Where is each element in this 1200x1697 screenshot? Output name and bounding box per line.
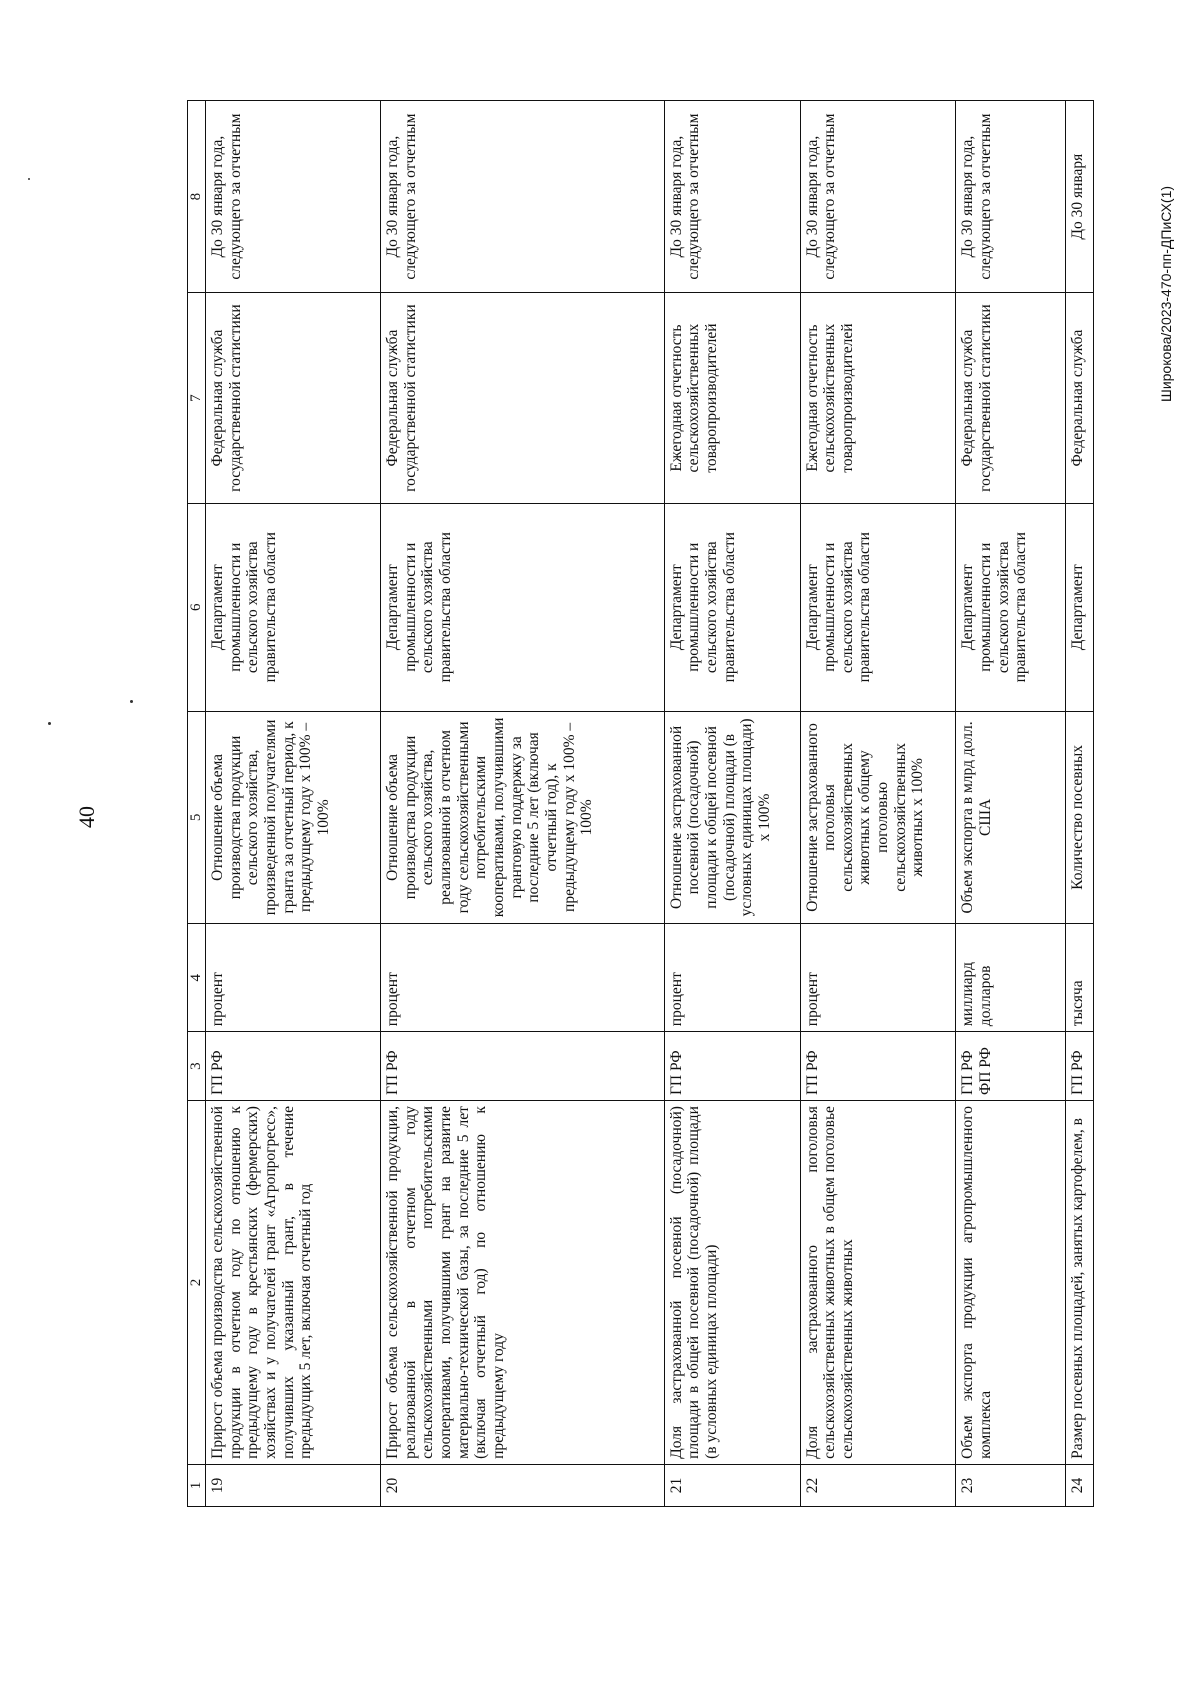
header-col-4: 4 <box>188 924 206 1032</box>
header-col-5: 5 <box>188 711 206 924</box>
row-number: 19 <box>206 1464 381 1506</box>
data-source: Ежегодная отчетность сельскохозяйственных товаропроизводителей <box>664 293 800 504</box>
row-number: 24 <box>1066 1464 1094 1506</box>
indicator-name: Прирост объема производства сельскохозяйственной продукции в отчетном году по отношению к предыдущему году в крестьянских (фермерских) хозяйствах и у получателей грант «Агропрогресс», получивших указанный грант, в течение предыдущих 5 лет, включая отчетный год <box>206 1101 381 1465</box>
header-col-8: 8 <box>188 101 206 293</box>
document-footer-code: Широкова/2023-470-пп-ДПиСХ(1) <box>1158 185 1174 402</box>
indicator-formula: Отношение объема производства продукции сельского хозяйства, произведенной получателями гранта за отчетный период, к предыдущему году х 100% – 100% <box>206 711 381 924</box>
indicator-source: ГП РФ ФП РФ <box>956 1032 1066 1101</box>
indicator-source: ГП РФ <box>206 1032 381 1101</box>
row-number: 21 <box>664 1464 800 1506</box>
indicator-source: ГП РФ <box>1066 1032 1094 1101</box>
indicator-source: ГП РФ <box>664 1032 800 1101</box>
data-source: Федеральная служба государственной статистики <box>956 293 1066 504</box>
responsible-body: Департамент промышленности и сельского хозяйства правительства области <box>956 503 1066 711</box>
responsible-body: Департамент промышленности и сельского хозяйства правительства области <box>800 503 956 711</box>
indicator-name: Доля застрахованной посевной (посадочной) площади в общей посевной (посадочной) площади (в условных единицах площади) <box>664 1101 800 1465</box>
header-col-7: 7 <box>188 293 206 504</box>
table-row <box>1066 101 1094 1507</box>
indicator-formula: Объем экспорта в млрд долл. США <box>956 711 1066 924</box>
indicator-source: ГП РФ <box>800 1032 956 1101</box>
indicator-unit: процент <box>800 924 956 1032</box>
indicators-table <box>187 100 1094 1507</box>
indicators-table-container <box>187 100 1094 1507</box>
table-row <box>664 101 800 1507</box>
data-source: Федеральная служба государственной статистики <box>381 293 665 504</box>
table-row <box>956 101 1066 1507</box>
indicator-formula: Отношение объема производства продукции сельского хозяйства, реализованной в отчетном году сельскохозяйственными потребительскими кооперативами, получившими грантовую поддержку за последние 5 лет (включая отчетный год), к предыдущему году х 100% – 100% <box>381 711 665 924</box>
indicator-unit: миллиард долларов <box>956 924 1066 1032</box>
reporting-deadline: До 30 января года, следующего за отчетным <box>956 101 1066 293</box>
table-row <box>381 101 665 1507</box>
data-source: Федеральная служба государственной статистики <box>206 293 381 504</box>
page-number: 40 <box>74 806 99 828</box>
responsible-body: Департамент <box>1066 503 1094 711</box>
indicator-name: Размер посевных площадей, занятых картофелем, в <box>1066 1101 1094 1465</box>
responsible-body: Департамент промышленности и сельского хозяйства правительства области <box>381 503 665 711</box>
header-col-1: 1 <box>188 1464 206 1506</box>
indicator-unit: тысяча <box>1066 924 1094 1032</box>
reporting-deadline: До 30 января года, следующего за отчетным <box>206 101 381 293</box>
indicator-formula: Отношение застрахованного поголовья сельскохозяйственных животных к общему поголовью сельскохозяйственных животных х 100% <box>800 711 956 924</box>
header-col-6: 6 <box>188 503 206 711</box>
data-source: Ежегодная отчетность сельскохозяйственных товаропроизводителей <box>800 293 956 504</box>
row-number: 22 <box>800 1464 956 1506</box>
indicator-unit: процент <box>664 924 800 1032</box>
indicator-formula: Отношение застрахованной посевной (посадочной) площади к общей посевной (посадочной) площади (в условных единицах площади) х 100% <box>664 711 800 924</box>
indicator-unit: процент <box>206 924 381 1032</box>
reporting-deadline: До 30 января года, следующего за отчетным <box>381 101 665 293</box>
table-row <box>206 101 381 1507</box>
header-col-3: 3 <box>188 1032 206 1101</box>
scan-speck <box>48 722 51 725</box>
row-number: 23 <box>956 1464 1066 1506</box>
reporting-deadline: До 30 января года, следующего за отчетным <box>664 101 800 293</box>
reporting-deadline: До 30 января года, следующего за отчетным <box>800 101 956 293</box>
indicator-formula: Количество посевных <box>1066 711 1094 924</box>
indicator-name: Прирост объема сельскохозяйственной продукции, реализованной в отчетном году сельскохозяйственными потребительскими кооперативами, получившими грант на развитие материально-технической базы, за последние 5 лет (включая отчетный год) по отношению к предыдущему году <box>381 1101 665 1465</box>
indicator-name: Доля застрахованного поголовья сельскохозяйственных животных в общем поголовье сельскохозяйственных животных <box>800 1101 956 1465</box>
indicator-unit: процент <box>381 924 665 1032</box>
responsible-body: Департамент промышленности и сельского хозяйства правительства области <box>664 503 800 711</box>
data-source: Федеральная служба <box>1066 293 1094 504</box>
scan-speck <box>28 178 30 180</box>
row-number: 20 <box>381 1464 665 1506</box>
table-row <box>800 101 956 1507</box>
reporting-deadline: До 30 января <box>1066 101 1094 293</box>
indicator-source: ГП РФ <box>381 1032 665 1101</box>
table-header-row <box>188 101 206 1507</box>
header-col-2: 2 <box>188 1101 206 1465</box>
scan-speck <box>130 700 133 703</box>
indicator-name: Объем экспорта продукции агропромышленного комплекса <box>956 1101 1066 1465</box>
responsible-body: Департамент промышленности и сельского хозяйства правительства области <box>206 503 381 711</box>
